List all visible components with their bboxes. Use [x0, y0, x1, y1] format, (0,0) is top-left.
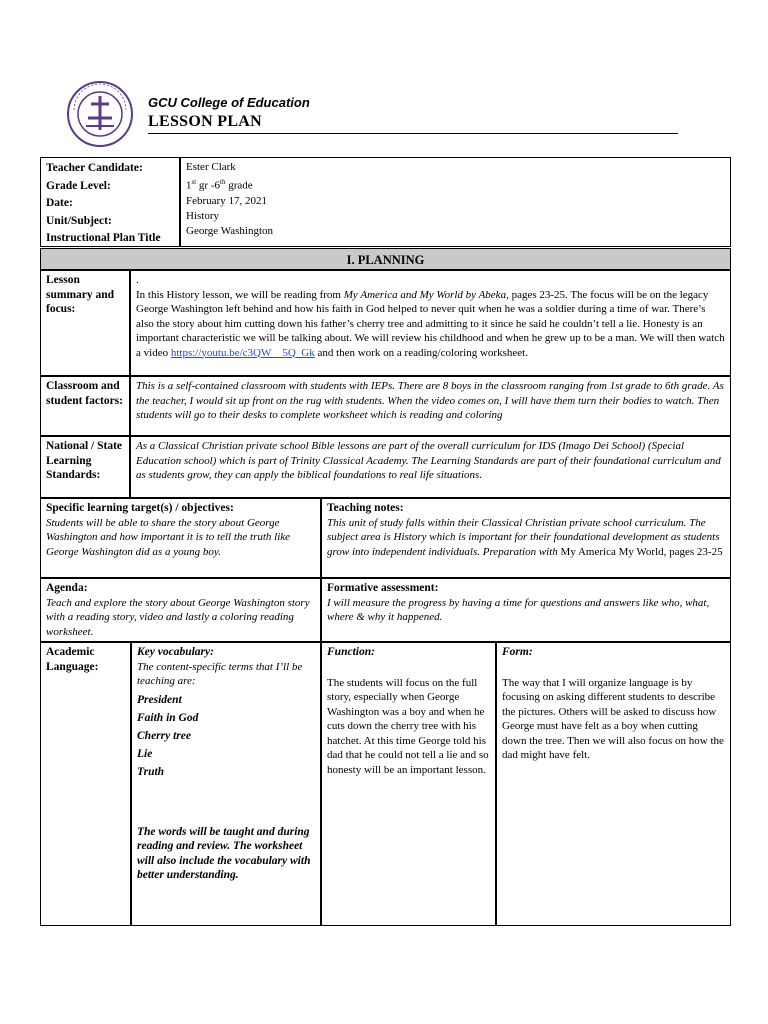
learning-targets-label: Specific learning target(s) / objectives: — [46, 502, 234, 514]
value-date: February 17, 2021 — [186, 194, 267, 207]
value-plan-title: George Washington — [186, 224, 274, 237]
academic-language-label: Academic Language: — [40, 642, 131, 926]
learning-targets-text: Students will be able to share the story about George Washington and how important it is to tell the truth like George Washington did as a young boy. — [46, 516, 291, 558]
video-link[interactable]: https://youtu.be/c3QW__5Q_Gk — [170, 346, 315, 359]
label-plan-title: Instructional Plan Title — [46, 232, 161, 244]
planning-section-heading: I. PLANNING — [40, 248, 731, 270]
title-divider — [148, 133, 678, 134]
label-grade-level: Grade Level: — [46, 179, 111, 192]
formative-assessment-label: Formative assessment: — [327, 582, 439, 594]
teaching-notes-text: This unit of study falls within their Classical Christian private school curriculum. The subject area is History which is important for their foundational development as students grow into independent individuals. Preparation with My America My World, pages 23-25 — [327, 516, 723, 558]
document-title: LESSON PLAN — [148, 113, 262, 130]
standards-label: National / State Learning Standards: — [40, 436, 130, 498]
label-teacher-candidate: Teacher Candidate: — [46, 162, 143, 174]
function-label: Function: — [327, 646, 375, 658]
classroom-text: This is a self-contained classroom with students with IEPs. There are 8 boys in the classroom ranging from 1st grade to 6th grade. As the teacher, I would sit up front on the rug with students. When the video comes on, I will have them turn their bodies to watch. Then students will go to their desks to complete worksheet which is reading and coloring — [130, 376, 731, 436]
vocab-term: President — [137, 693, 182, 706]
value-grade-level: 1st gr -6th grade — [186, 178, 253, 192]
classroom-label: Classroom and student factors: — [40, 376, 130, 436]
value-teacher-candidate: Ester Clark — [186, 161, 236, 173]
value-subject: History — [186, 209, 219, 222]
vocab-term: Truth — [137, 765, 165, 778]
standards-text: As a Classical Christian private school Bible lessons are part of the overall curriculum for IDS (Imago Dei School) (Special Education school) which is part of Trinity Classical Academy. The Learning Standards are part of their foundational curriculum and as students grow, they can apply the biblical foundations to real life situations. — [130, 436, 731, 498]
vocab-term: Faith in God — [137, 711, 199, 724]
form-label: Form: — [502, 646, 533, 658]
college-name: GCU College of Education — [148, 95, 310, 110]
agenda-label: Agenda: — [46, 582, 88, 594]
formative-assessment-text: I will measure the progress by having a time for questions and answers like who, what, where & why it happened. — [327, 596, 710, 623]
label-unit-subject: Unit/Subject: — [46, 214, 112, 227]
teaching-notes-label: Teaching notes: — [327, 502, 404, 514]
form-text: The way that I will organize language is by focusing on asking different students to describe the pictures. Others will be asked to discuss how George must have felt as a boy when cutting down the tree. Then we will also focus on how the dad might have felt. — [502, 676, 724, 761]
lesson-summary-text: . In this History lesson, we will be reading from My America and My World by Abeka, pages 23-25. The focus will be on the legacy George Washington left behind and how his faith in God helped to never quit when he was a soldier during a time of war. There’s also the story about him cutting down his father’s cherry tree and admitting to it since he said he couldn’t tell a lie. Honesty is an important characteristic we will be talking about. We will review his childhood and when he grew up to be a man. We will then watch a video https://youtu.be/c3QW__5Q_Gk and then work on a reading/coloring worksheet. — [130, 270, 731, 376]
agenda-cell — [40, 578, 321, 642]
form-cell — [496, 642, 731, 926]
vocab-term: Cherry tree — [137, 729, 191, 742]
teacher-block-labels — [40, 157, 180, 247]
key-vocabulary-label: Key vocabulary: — [137, 646, 214, 658]
vocab-term: Lie — [137, 747, 153, 760]
learning-targets-cell — [40, 498, 321, 578]
vocabulary-note: The words will be taught and during reading and review. The worksheet will also include the vocabulary with better understanding. — [137, 825, 311, 881]
teaching-notes-cell — [321, 498, 731, 578]
key-vocabulary-cell — [131, 642, 321, 926]
function-text: The students will focus on the full story, especially when George Washington was a boy and when he cuts down the cherry tree with his hatchet. At this time George told his dad that he could not tell a lie and so honesty will be an important lesson. — [327, 676, 489, 776]
function-cell — [321, 642, 496, 926]
formative-assessment-cell — [321, 578, 731, 642]
label-date: Date: — [46, 197, 73, 209]
agenda-text: Teach and explore the story about George Washington story with a reading story, video and lastly a coloring reading worksheet. — [46, 596, 310, 638]
teacher-block-values — [180, 157, 731, 247]
key-vocabulary-intro: The content-specific terms that I’ll be teaching are: — [137, 660, 303, 687]
university-seal-logo — [66, 80, 134, 148]
lesson-summary-label: Lesson summary and focus: — [40, 270, 130, 376]
